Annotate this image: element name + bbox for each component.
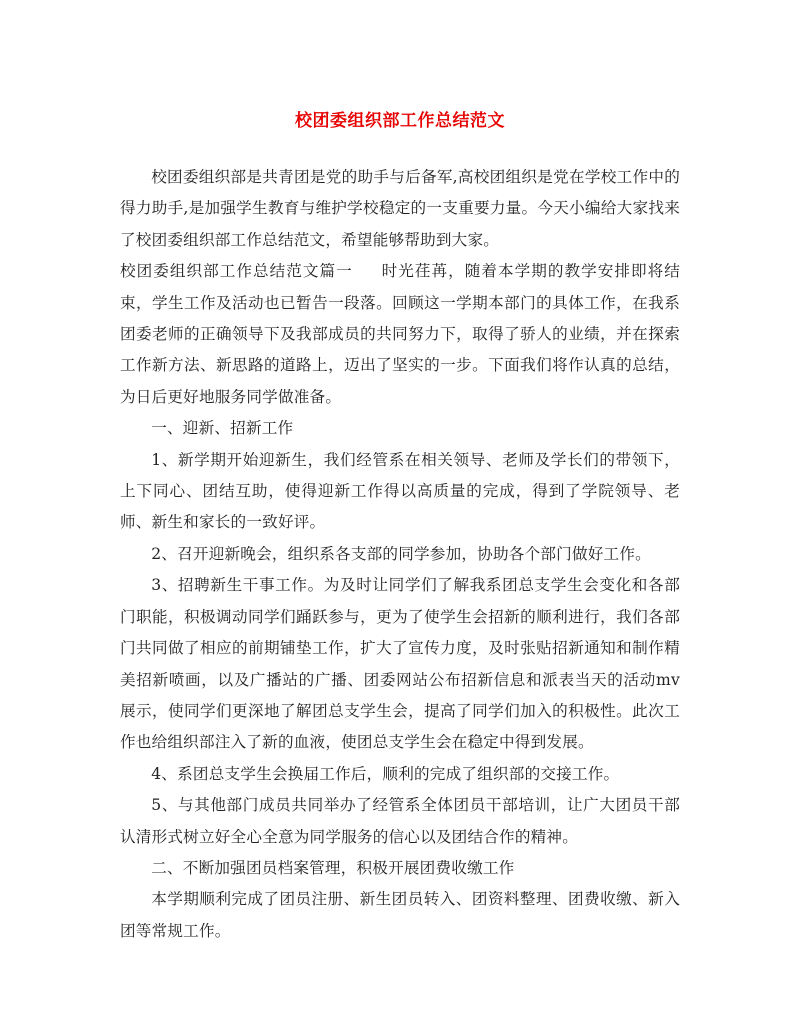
section-heading-2: 二、不断加强团员档案管理，积极开展团费收缴工作 — [151, 858, 515, 877]
document-title: 校团委组织部工作总结范文 — [295, 111, 505, 131]
article-heading: 校团委组织部工作总结范文篇一 — [120, 262, 353, 281]
list-item-3: 3、招聘新生干事工作。为及时让同学们了解我系团总支学生会变化和各部门职能，积极调动同学们踊跃参与，更为了使学生会招新的顺利进行，我们各部门共同做了相应的前期铺垫工作，扩大了宣传力度，及时张贴招新通知和制作精美招新喷画，以及广播站的广播、团委网站公布招新信息和派表当天的活动mv展示，使同学们更深地了解团总支学生会，提高了同学们加入的积极性。此次工作也给组织部注入了新的血液，使团总支学生会在稳定中得到发展。 — [120, 576, 680, 752]
article-lead-paragraph — [120, 256, 680, 413]
intro-paragraph: 校团委组织部是共青团是党的助手与后备军,高校团组织是党在学校工作中的得力助手,是加强学生教育与维护学校稳定的一支重要力量。今天小编给大家找来了校团委组织部工作总结范文，希望能够帮助到大家。 — [120, 168, 680, 249]
article-lead-text: 时光荏苒，随着本学期的教学安排即将结束，学生工作及活动也已暂告一段落。回顾这一学期本部门的具体工作，在我系团委老师的正确领导下及我部成员的共同努力下，取得了骄人的业绩，并在探索工作新方法、新思路的道路上，迈出了坚实的一步。下面我们将作认真的总结，为日后更好地服务同学做准备。 — [120, 262, 680, 406]
list-item-2: 2、召开迎新晚会，组织系各支部的同学参加，协助各个部门做好工作。 — [151, 544, 651, 563]
section-2-paragraph: 本学期顺利完成了团员注册、新生团员转入、团资料整理、团费收缴、新入团等常规工作。 — [120, 890, 680, 940]
document-body — [120, 162, 680, 947]
section-heading-1: 一、迎新、招新工作 — [151, 419, 294, 438]
list-item-4: 4、系团总支学生会换届工作后，顺利的完成了组织部的交接工作。 — [151, 764, 620, 783]
list-item-5: 5、与其他部门成员共同举办了经管系全体团员干部培训，让广大团员干部认清形式树立好全心全意为同学服务的信心以及团结合作的精神。 — [120, 796, 680, 846]
list-item-1: 1、新学期开始迎新生，我们经管系在相关领导、老师及学长们的带领下，上下同心、团结互助，使得迎新工作得以高质量的完成，得到了学院领导、老师、新生和家长的一致好评。 — [120, 450, 680, 532]
